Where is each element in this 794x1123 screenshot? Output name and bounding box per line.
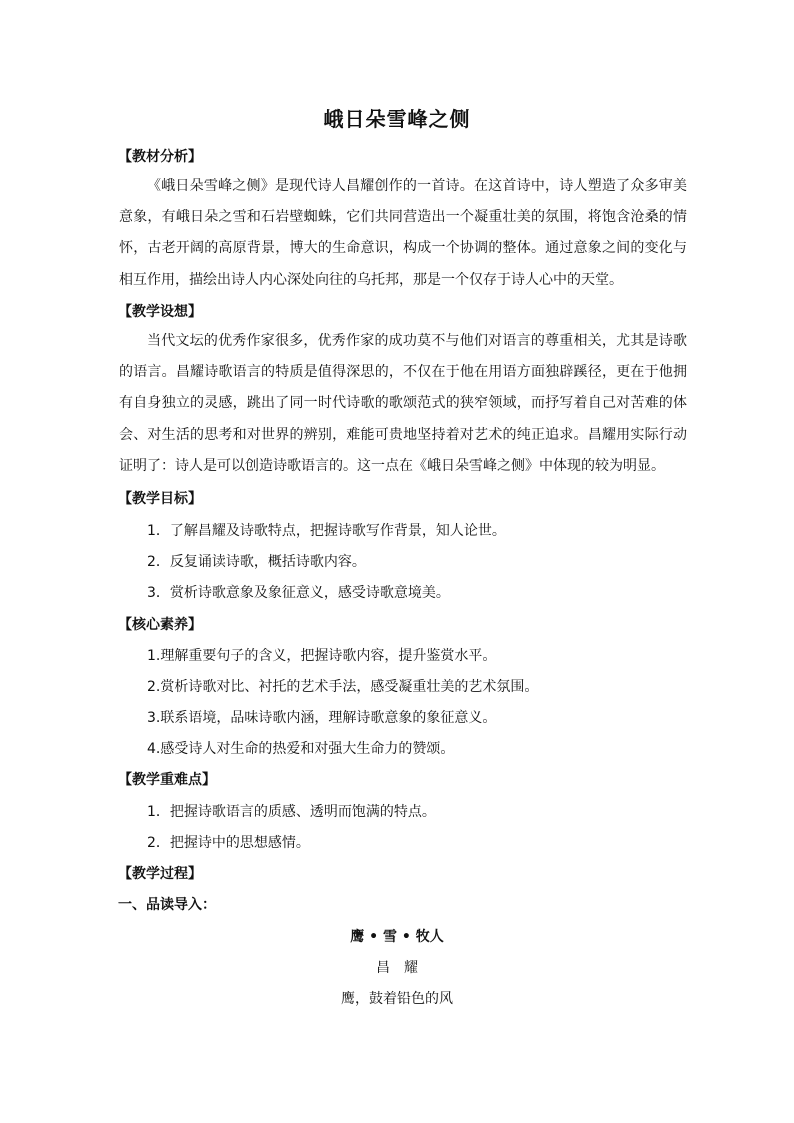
- poem-title: 鹰 • 雪 • 牧人: [350, 929, 444, 945]
- literacy-item-1: 1.理解重要句子的含义，把握诗歌内容，提升鉴赏水平。: [147, 648, 497, 664]
- heading-process: 【教学过程】: [118, 866, 202, 882]
- page-title: 峨日朵雪峰之侧: [323, 107, 471, 131]
- key-point-item-1: 1．把握诗歌语言的质感、透明而饱满的特点。: [147, 804, 436, 820]
- process-step-1: 一、品读导入：: [118, 897, 216, 913]
- goal-item-2: 2．反复诵读诗歌，概括诗歌内容。: [147, 554, 366, 570]
- heading-key-points: 【教学重难点】: [118, 772, 216, 788]
- literacy-item-3: 3.联系语境，品味诗歌内涵，理解诗歌意象的象征意义。: [147, 710, 497, 726]
- goal-item-1: 1．了解昌耀及诗歌特点，把握诗歌写作背景，知人论世。: [147, 523, 506, 539]
- literacy-item-2: 2.赏析诗歌对比、衬托的艺术手法，感受凝重壮美的艺术氛围。: [147, 679, 539, 695]
- goal-item-3: 3．赏析诗歌意象及象征意义，感受诗歌意境美。: [147, 585, 450, 601]
- analysis-paragraph: 《峨日朵雪峰之侧》是现代诗人昌耀创作的一首诗。在这首诗中，诗人塑造了众多审美意象，有峨日朵之雪和石岩壁蜘蛛，它们共同营造出一个凝重壮美的氛围，将饱含沧桑的情怀，古老开阔的高原背景，博大的生命意识，构成一个协调的整体。通过意象之间的变化与相互作用，描绘出诗人内心深处向往的乌托邦，那是一个仅存于诗人心中的天堂。: [119, 178, 687, 288]
- design-paragraph: 当代文坛的优秀作家很多，优秀作家的成功莫不与他们对语言的尊重相关，尤其是诗歌的语言。昌耀诗歌语言的特质是值得深思的，不仅在于他在用语方面独辟蹊径，更在于他拥有自身独立的灵感，跳出了同一时代诗歌的歌颂范式的狭窄领域，而抒写着自己对苦难的体会、对生活的思考和对世界的辨别，难能可贵地坚持着对艺术的纯正追求。昌耀用实际行动证明了：诗人是可以创造诗歌语言的。这一点在《峨日朵雪峰之侧》中体现的较为明显。: [119, 333, 687, 474]
- literacy-item-4: 4.感受诗人对生命的热爱和对强大生命力的赞颂。: [147, 741, 455, 757]
- heading-analysis: 【教材分析】: [118, 149, 202, 165]
- poem-line-1: 鹰，鼓着铅色的风: [341, 991, 453, 1007]
- heading-goals: 【教学目标】: [118, 491, 202, 507]
- poem-author: 昌 耀: [376, 960, 418, 976]
- key-point-item-2: 2．把握诗中的思想感情。: [147, 835, 310, 851]
- heading-literacy: 【核心素养】: [118, 617, 202, 633]
- heading-design: 【教学设想】: [118, 304, 202, 320]
